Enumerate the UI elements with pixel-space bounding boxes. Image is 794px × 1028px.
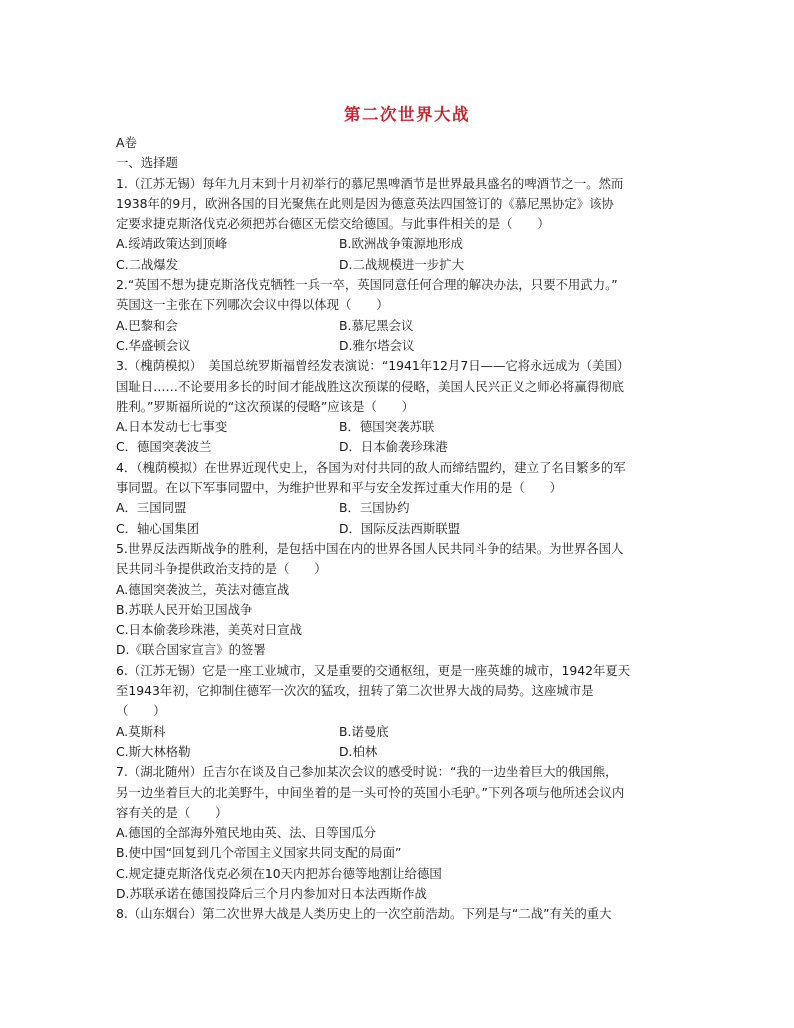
- question-list: [116, 174, 686, 925]
- question-text-line: 6.（江苏无锡）它是一座工业城市，又是重要的交通枢纽，更是一座英雄的城市，1942年夏天: [116, 662, 631, 678]
- answer-option: B.慕尼黑会议: [339, 317, 414, 333]
- answer-option: C.斯大林格勒: [116, 743, 191, 759]
- answer-option: D．国际反法西斯联盟: [339, 520, 461, 536]
- question-8: [116, 904, 686, 924]
- question-text-line: 事同盟。在以下军事同盟中，为维护世界和平与安全发挥过重大作用的是（ ）: [116, 480, 563, 496]
- answer-option: D.二战规模进一步扩大: [339, 256, 464, 272]
- question-text-line: A.德国的全部海外殖民地由英、法、日等国瓜分: [116, 825, 377, 841]
- option-row: [116, 437, 686, 457]
- answer-option: A.巴黎和会: [116, 317, 178, 333]
- question-text-line: （ ）: [116, 703, 166, 719]
- question-text-line: 4．（槐荫模拟）在世界近现代史上，各国为对付共同的敌人而缔结盟约，建立了名目繁多的军: [116, 459, 626, 475]
- option-row: [116, 417, 686, 437]
- question-text-line: 7.（湖北随州）丘吉尔在谈及自己参加某次会议的感受时说：“我的一边坐着巨大的俄国熊，: [116, 764, 618, 780]
- question-text-line: 8.（山东烟台）第二次世界大战是人类历史上的一次空前浩劫。下列是与“二战”有关的重大: [116, 906, 612, 922]
- question-5: [116, 539, 686, 661]
- question-text-line: C.日本偷袭珍珠港，美英对日宣战: [116, 622, 303, 638]
- answer-option: C.华盛顿会议: [116, 337, 191, 353]
- option-row: [116, 336, 686, 356]
- question-text-line: 国耻日……不论要用多长的时间才能战胜这次预谋的侵略，美国人民兴正义之师必将赢得彻底: [116, 378, 625, 394]
- question-text-line: C.规定捷克斯洛伐克必须在10天内把苏台德等地割让给德国: [116, 865, 442, 881]
- question-text-line: 胜利。”罗斯福所说的“这次预谋的侵略”应该是（ ）: [116, 398, 415, 414]
- question-text-line: 至1943年初，它抑制住德军一次次的猛攻，扭转了第二次世界大战的局势。这座城市是: [116, 683, 594, 699]
- section-label: A卷: [116, 135, 137, 150]
- question-text-line: 另一边坐着巨大的北美野牛，中间坐着的是一头可怜的英国小毛驴。”下列各项与他所述会议内: [116, 784, 625, 800]
- option-row: [116, 255, 686, 275]
- option-row: [116, 316, 686, 336]
- question-text-line: 定要求捷克斯洛伐克必须把苏台德区无偿交给德国。与此事件相关的是（ ）: [116, 216, 550, 232]
- answer-option: A.莫斯科: [116, 723, 166, 739]
- question-text-line: 1938年的9月，欧洲各国的目光聚焦在此则是因为德意英法四国签订的《慕尼黑协定》该协: [116, 195, 614, 211]
- answer-option: A.绥靖政策达到顶峰: [116, 236, 228, 252]
- answer-option: D．日本偷袭珍珠港: [339, 439, 448, 455]
- option-row: [116, 519, 686, 539]
- answer-option: D.柏林: [339, 743, 378, 759]
- question-3: [116, 356, 686, 457]
- question-7: [116, 762, 686, 904]
- option-row: [116, 722, 686, 742]
- question-1: [116, 174, 686, 275]
- question-text-line: B.使中国“回复到几个帝国主义国家共同支配的局面”: [116, 845, 402, 861]
- question-text-line: 3.（槐荫模拟） 美国总统罗斯福曾经发表演说：“1941年12月7日——它将永远成为（美国）: [116, 358, 630, 374]
- question-6: [116, 661, 686, 762]
- question-4: [116, 458, 686, 539]
- answer-option: B．三国协约: [339, 500, 410, 516]
- answer-option: C．轴心国集团: [116, 520, 199, 536]
- option-row: [116, 234, 686, 254]
- page-title: 第二次世界大战: [344, 105, 470, 124]
- option-row: [116, 742, 686, 762]
- answer-option: B.欧洲战争策源地形成: [339, 236, 463, 252]
- question-text-line: 容有关的是（ ）: [116, 804, 228, 820]
- question-text-line: 5.世界反法西斯战争的胜利，是包括中国在内的世界各国人民共同斗争的结果。为世界各国人: [116, 540, 624, 556]
- answer-option: A．三国同盟: [116, 500, 187, 516]
- question-text-line: 2.“英国不想为捷克斯洛伐克牺牲一兵一卒，英国同意任何合理的解决办法，只要不用武力。”: [116, 277, 618, 293]
- answer-option: A.日本发动七七事变: [116, 419, 228, 435]
- answer-option: B.诺曼底: [339, 723, 389, 739]
- question-text-line: 1.（江苏无锡）每年九月末到十月初举行的慕尼黑啤酒节是世界最具盛名的啤酒节之一。然而: [116, 175, 624, 191]
- question-text-line: 英国这一主张在下列哪次会议中得以体现（ ）: [116, 297, 389, 313]
- question-text-line: A.德国突袭波兰，英法对德宣战: [116, 581, 290, 597]
- answer-option: C．德国突袭波兰: [116, 439, 212, 455]
- question-text-line: D.苏联承诺在德国投降后三个月内参加对日本法西斯作战: [116, 885, 427, 901]
- answer-option: D.雅尔塔会议: [339, 337, 415, 353]
- question-text-line: D.《联合国家宣言》的签署: [116, 642, 266, 658]
- question-text-line: B.苏联人民开始卫国战争: [116, 601, 253, 617]
- answer-option: C.二战爆发: [116, 256, 179, 272]
- question-text-line: 民共同斗争提供政治支持的是（ ）: [116, 561, 327, 577]
- answer-option: B．德国突袭苏联: [339, 419, 435, 435]
- document-page: [116, 104, 686, 925]
- question-2: [116, 275, 686, 356]
- option-row: [116, 498, 686, 518]
- part-label: 一、选择题: [116, 155, 178, 171]
